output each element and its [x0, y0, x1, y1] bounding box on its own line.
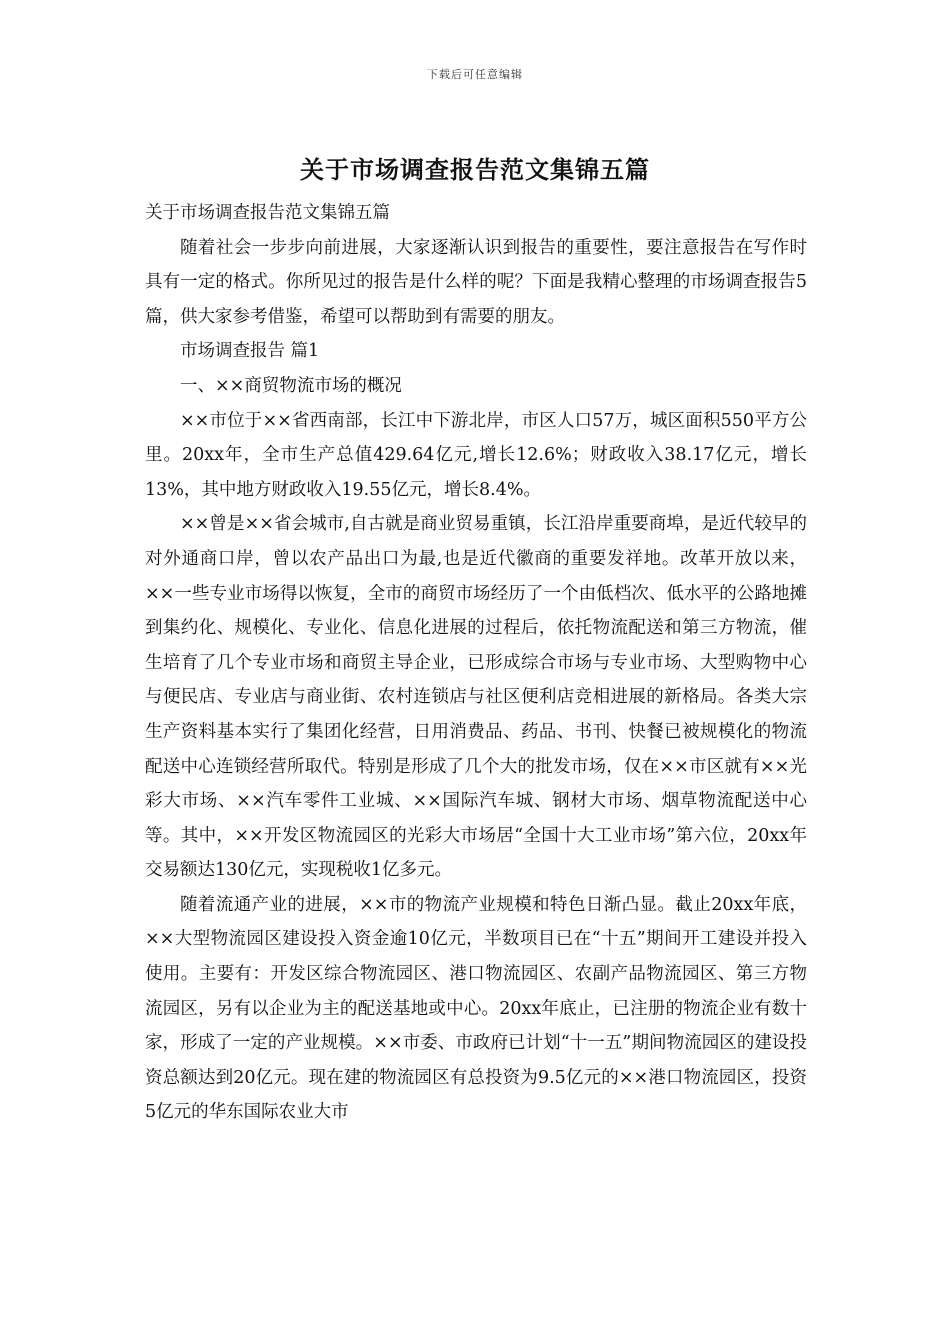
document-body: [145, 196, 807, 1130]
subsection-heading: 一、××商贸物流市场的概况: [180, 375, 402, 396]
section-heading: 市场调查报告 篇1: [180, 341, 320, 362]
body-paragraph: ××市位于××省西南部，长江中下游北岸，市区人口57万，城区面积550平方公里。20xx年，全市生产总值429.64亿元,增长12.6%；财政收入38.17亿元，增长13%，其中地方财政收入19.55亿元，增长8.4%。: [145, 410, 807, 500]
subtitle-paragraph: 关于市场调查报告范文集锦五篇: [145, 203, 390, 223]
page-header-note: 下载后可任意编辑: [427, 68, 523, 81]
body-paragraph: 随着流通产业的进展，××市的物流产业规模和特色日渐凸显。截止20xx年底，××大型物流园区建设投入资金逾10亿元，半数项目已在“十五”期间开工建设并投入使用。主要有：开发区综合物流园区、港口物流园区、农副产品物流园区、第三方物流园区，另有以企业为主的配送基地或中心。20xx年底止，已注册的物流企业有数十家，形成了一定的产业规模。××市委、市政府已计划“十一五”期间物流园区的建设投资总额达到20亿元。现在建的物流园区有总投资为9.5亿元的××港口物流园区，投资5亿元的华东国际农业大市: [145, 894, 807, 1123]
body-paragraph: ××曾是××省会城市,自古就是商业贸易重镇，长江沿岸重要商埠，是近代较早的对外通商口岸，曾以农产品出口为最,也是近代徽商的重要发祥地。改革开放以来，××一些专业市场得以恢复，全市的商贸市场经历了一个由低档次、低水平的公路地摊到集约化、规模化、专业化、信息化进展的过程后，依托物流配送和第三方物流，催生培育了几个专业市场和商贸主导企业，已形成综合市场与专业市场、大型购物中心与便民店、专业店与商业街、农村连锁店与社区便利店竞相进展的新格局。各类大宗生产资料基本实行了集团化经营，日用消费品、药品、书刊、快餐已被规模化的物流配送中心连锁经营所取代。特别是形成了几个大的批发市场，仅在××市区就有××光彩大市场、××汽车零件工业城、××国际汽车城、钢材大市场、烟草物流配送中心等。其中，××开发区物流园区的光彩大市场居“全国十大工业市场”第六位，20xx年交易额达130亿元，实现税收1亿多元。: [145, 514, 807, 881]
intro-paragraph: 随着社会一步步向前进展，大家逐渐认识到报告的重要性，要注意报告在写作时具有一定的格式。你所见过的报告是什么样的呢？下面是我精心整理的市场调查报告5篇，供大家参考借鉴，希望可以帮助到有需要的朋友。: [145, 237, 807, 327]
document-title: 关于市场调查报告范文集锦五篇: [300, 155, 650, 184]
